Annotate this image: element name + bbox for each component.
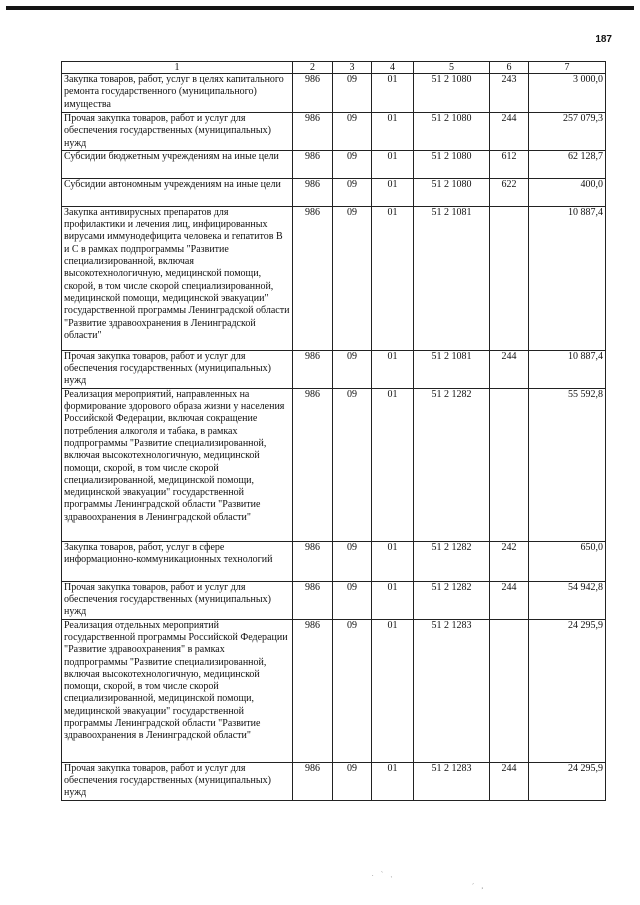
section-code: 09 (333, 113, 372, 151)
target-article-code: 51 2 1080 (414, 178, 490, 206)
expense-name: Реализация отдельных мероприятий государственной программы Российской Федерации "Развитие здравоохранения" в рамках подпрограммы "Развитие специализированной, включая высокотехнологичную, медицинской помощи, скорой, в том числе скорой специализированной, медицинской помощи, медицинской эвакуации" государственной программы Ленинградской области "Развитие здравоохранения в Ленинградской области" (62, 619, 293, 762)
column-header: 3 (333, 62, 372, 74)
table-row (62, 541, 606, 581)
scan-edge-bar (6, 6, 634, 10)
table-header-row (62, 62, 606, 74)
column-header: 1 (62, 62, 293, 74)
ministry-code: 986 (293, 113, 333, 151)
expense-type-code (490, 206, 529, 350)
table-row (62, 74, 606, 113)
amount: 54 942,8 (529, 581, 606, 619)
section-code: 09 (333, 74, 372, 113)
target-article-code: 51 2 1081 (414, 350, 490, 388)
amount: 24 295,9 (529, 619, 606, 762)
amount: 3 000,0 (529, 74, 606, 113)
expense-name: Реализация мероприятий, направленных на формирование здорового образа жизни у населения Российской Федерации, включая сокращение потребления алкоголя и табака, в рамках подпрограммы "Развитие специализированной, включая высокотехнологичную, медицинской помощи, скорой, в том числе скорой специализированной, медицинской помощи, медицинской эвакуации" государственной программы Ленинградской области "Развитие здравоохранения в Ленинградской области" (62, 388, 293, 541)
amount: 650,0 (529, 541, 606, 581)
ministry-code: 986 (293, 206, 333, 350)
expense-type-code: 244 (490, 113, 529, 151)
expense-type-code: 244 (490, 581, 529, 619)
amount: 55 592,8 (529, 388, 606, 541)
budget-table (61, 61, 606, 801)
subsection-code: 01 (372, 762, 414, 800)
ministry-code: 986 (293, 762, 333, 800)
target-article-code: 51 2 1080 (414, 113, 490, 151)
subsection-code: 01 (372, 113, 414, 151)
section-code: 09 (333, 206, 372, 350)
expense-type-code: 243 (490, 74, 529, 113)
table-row (62, 619, 606, 762)
expense-name: Прочая закупка товаров, работ и услуг для обеспечения государственных (муниципальных) нужд (62, 350, 293, 388)
expense-name: Субсидии бюджетным учреждениям на иные цели (62, 150, 293, 178)
subsection-code: 01 (372, 619, 414, 762)
expense-type-code: 612 (490, 150, 529, 178)
section-code: 09 (333, 350, 372, 388)
expense-name: Прочая закупка товаров, работ и услуг для обеспечения государственных (муниципальных) нужд (62, 581, 293, 619)
ministry-code: 986 (293, 178, 333, 206)
column-header: 6 (490, 62, 529, 74)
expense-type-code: 242 (490, 541, 529, 581)
scan-specks: ˊ , (472, 884, 486, 890)
section-code: 09 (333, 388, 372, 541)
table-row (62, 206, 606, 350)
section-code: 09 (333, 581, 372, 619)
subsection-code: 01 (372, 388, 414, 541)
expense-type-code (490, 388, 529, 541)
expense-type-code: 244 (490, 762, 529, 800)
table-row (62, 388, 606, 541)
target-article-code: 51 2 1283 (414, 619, 490, 762)
section-code: 09 (333, 178, 372, 206)
table-row (62, 762, 606, 800)
expense-type-code: 622 (490, 178, 529, 206)
column-header: 2 (293, 62, 333, 74)
subsection-code: 01 (372, 541, 414, 581)
ministry-code: 986 (293, 581, 333, 619)
subsection-code: 01 (372, 581, 414, 619)
section-code: 09 (333, 541, 372, 581)
ministry-code: 986 (293, 541, 333, 581)
subsection-code: 01 (372, 350, 414, 388)
page-number: 187 (595, 34, 612, 45)
expense-name: Закупка антивирусных препаратов для профилактики и лечения лиц, инфицированных вирусами иммунодефицита человека и гепатитов В и С в рамках подпрограммы "Развитие специализированной, включая высокотехнологичную, медицинской помощи, скорой, в том числе скорой специализированной, медицинской помощи, медицинской эвакуации" государственной программы Ленинградской области "Развитие здравоохранения в Ленинградской области" (62, 206, 293, 350)
target-article-code: 51 2 1081 (414, 206, 490, 350)
ministry-code: 986 (293, 74, 333, 113)
expense-type-code: 244 (490, 350, 529, 388)
subsection-code: 01 (372, 150, 414, 178)
expense-name: Закупка товаров, работ, услуг в целях капитального ремонта государственного (муниципального) имущества (62, 74, 293, 113)
table-row (62, 581, 606, 619)
column-header: 5 (414, 62, 490, 74)
ministry-code: 986 (293, 388, 333, 541)
target-article-code: 51 2 1080 (414, 150, 490, 178)
ministry-code: 986 (293, 350, 333, 388)
scan-specks: . ˋ ˎ (372, 872, 396, 878)
section-code: 09 (333, 619, 372, 762)
section-code: 09 (333, 762, 372, 800)
expense-name: Прочая закупка товаров, работ и услуг для обеспечения государственных (муниципальных) нужд (62, 113, 293, 151)
amount: 10 887,4 (529, 350, 606, 388)
target-article-code: 51 2 1282 (414, 581, 490, 619)
expense-name: Прочая закупка товаров, работ и услуг для обеспечения государственных (муниципальных) нужд (62, 762, 293, 800)
expense-name: Закупка товаров, работ, услуг в сфере информационно-коммуникационных технологий (62, 541, 293, 581)
target-article-code: 51 2 1283 (414, 762, 490, 800)
subsection-code: 01 (372, 178, 414, 206)
amount: 24 295,9 (529, 762, 606, 800)
amount: 257 079,3 (529, 113, 606, 151)
subsection-code: 01 (372, 74, 414, 113)
table-row (62, 150, 606, 178)
target-article-code: 51 2 1282 (414, 388, 490, 541)
expense-name: Субсидии автономным учреждениям на иные цели (62, 178, 293, 206)
table-row (62, 113, 606, 151)
table-row (62, 178, 606, 206)
amount: 62 128,7 (529, 150, 606, 178)
column-header: 7 (529, 62, 606, 74)
ministry-code: 986 (293, 619, 333, 762)
target-article-code: 51 2 1282 (414, 541, 490, 581)
table-row (62, 350, 606, 388)
subsection-code: 01 (372, 206, 414, 350)
amount: 400,0 (529, 178, 606, 206)
expense-type-code (490, 619, 529, 762)
ministry-code: 986 (293, 150, 333, 178)
column-header: 4 (372, 62, 414, 74)
amount: 10 887,4 (529, 206, 606, 350)
section-code: 09 (333, 150, 372, 178)
target-article-code: 51 2 1080 (414, 74, 490, 113)
